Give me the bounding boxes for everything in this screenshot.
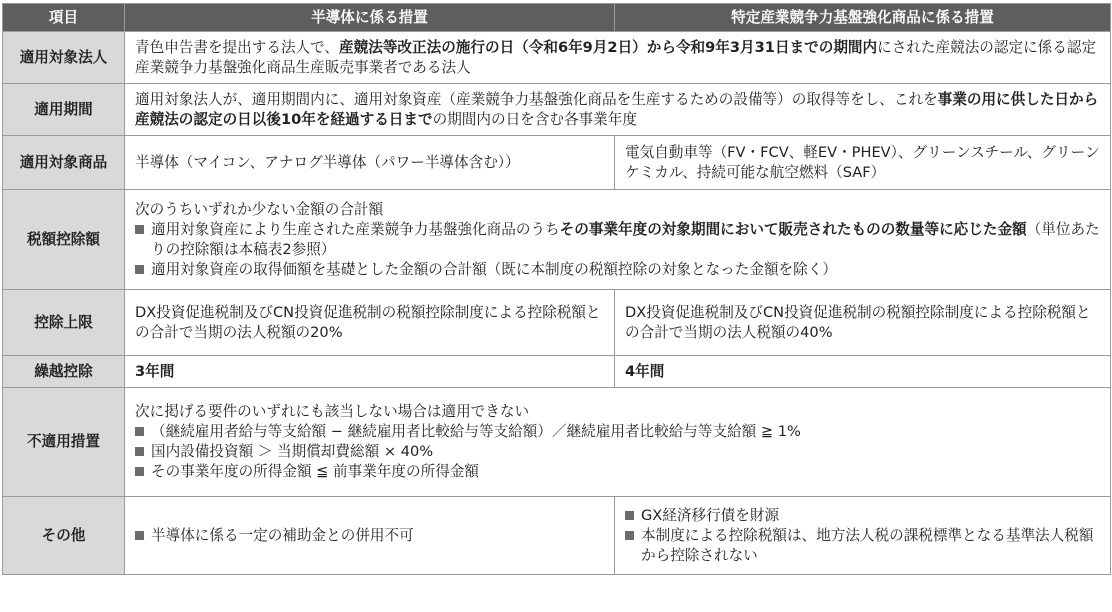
row-label: その他 xyxy=(3,497,125,575)
non-application-content xyxy=(125,388,1111,497)
row-products xyxy=(3,136,1111,190)
header-item: 項目 xyxy=(3,4,125,32)
square-bullet-icon xyxy=(625,531,634,540)
deduction-content xyxy=(125,190,1111,290)
square-bullet-icon xyxy=(135,225,144,234)
deduction-item-1 xyxy=(135,220,1102,260)
row-label: 適用期間 xyxy=(3,84,125,136)
other-semi-item xyxy=(135,526,606,546)
non-application-item-2 xyxy=(135,442,1102,462)
row-carryover xyxy=(3,356,1111,388)
header-specific-products: 特定産業競争力基盤強化商品に係る措置 xyxy=(615,4,1111,32)
header-row xyxy=(3,4,1111,32)
non-application-item-3 xyxy=(135,462,1102,482)
header-semiconductor: 半導体に係る措置 xyxy=(125,4,615,32)
square-bullet-icon xyxy=(625,511,634,520)
row-limit xyxy=(3,290,1111,356)
period-content xyxy=(125,84,1111,136)
square-bullet-icon xyxy=(135,531,144,540)
other-specific-item-1 xyxy=(625,506,1102,526)
non-application-item1-text: （継続雇用者給与等支給額 − 継続雇用者比較給与等支給額）／継続雇用者比較給与等支給額 ≧ 1% xyxy=(151,423,801,440)
row-deduction xyxy=(3,190,1111,290)
deduction-item1-text-c: （単位あたりの控除額は本稿表2参照） xyxy=(151,220,1100,258)
other-specific xyxy=(615,497,1111,575)
square-bullet-icon xyxy=(135,447,144,456)
carryover-semiconductor: 3年間 xyxy=(125,356,615,388)
carryover-specific: 4年間 xyxy=(615,356,1111,388)
deduction-intro: 次のうちいずれか少ない金額の合計額 xyxy=(135,200,384,218)
products-specific: 電気自動車等（FV・FCV、軽EV・PHEV）、グリーンスチール、グリーンケミカル、持続可能な航空燃料（SAF） xyxy=(615,136,1111,190)
deduction-item1-text-a: 適用対象資産により生産された産業競争力基盤強化商品のうち xyxy=(151,220,560,238)
other-specific-item-2 xyxy=(625,526,1102,566)
row-label: 税額控除額 xyxy=(3,190,125,290)
non-application-item3-text: その事業年度の所得金額 ≦ 前事業年度の所得金額 xyxy=(151,463,479,480)
deduction-item1-text-bold: その事業年度の対象期間において販売されたものの数量等に応じた金額 xyxy=(559,220,1027,238)
row-target-entity xyxy=(3,32,1111,84)
non-application-intro: 次に掲げる要件のいずれにも該当しない場合は適用できない xyxy=(135,403,530,420)
limit-specific: DX投資促進税制及びCN投資促進税制の税額控除制度による控除税額との合計で当期の法人税額の40% xyxy=(615,290,1111,356)
products-semiconductor: 半導体（マイコン、アナログ半導体（パワー半導体含む）） xyxy=(125,136,615,190)
period-text-a: 適用対象法人が、適用期間内に、適用対象資産（産業競争力基盤強化商品を生産するための設備等）の取得等をし、これを xyxy=(135,90,938,108)
row-non-application xyxy=(3,388,1111,497)
period-text-c: の期間内の日を含む各事業年度 xyxy=(432,110,637,128)
row-label: 控除上限 xyxy=(3,290,125,356)
other-specific-text-1: GX経済移行債を財源 xyxy=(641,506,780,524)
non-application-item2-text: 国内設備投資額 ＞ 当期償却費総額 × 40% xyxy=(151,443,434,460)
deduction-item-2 xyxy=(135,260,1102,280)
tax-measures-table xyxy=(2,3,1111,575)
row-label: 繰越控除 xyxy=(3,356,125,388)
square-bullet-icon xyxy=(135,467,144,476)
row-label: 適用対象商品 xyxy=(3,136,125,190)
target-entity-text-bold: 産競法等改正法の施行の日（令和6年9月2日）から令和9年3月31日までの期間内 xyxy=(339,38,878,56)
target-entity-text-c: にされた産競法の認定に係る認定産業競争力基盤強化商品生産販売事業者である法人 xyxy=(135,38,1097,76)
other-semiconductor xyxy=(125,497,615,575)
row-label: 不適用措置 xyxy=(3,388,125,497)
row-other xyxy=(3,497,1111,575)
target-entity-text-a: 青色申告書を提出する法人で、 xyxy=(135,38,340,56)
other-specific-text-2: 本制度による控除税額は、地方法人税の課税標準となる基準法人税額から控除されない xyxy=(641,526,1094,564)
row-period xyxy=(3,84,1111,136)
deduction-item2-text: 適用対象資産の取得価額を基礎とした金額の合計額（既に本制度の税額控除の対象となった金額を除く） xyxy=(151,260,837,278)
square-bullet-icon xyxy=(135,265,144,274)
square-bullet-icon xyxy=(135,427,144,436)
non-application-item-1 xyxy=(135,422,1102,442)
limit-semiconductor: DX投資促進税制及びCN投資促進税制の税額控除制度による控除税額との合計で当期の法人税額の20% xyxy=(125,290,615,356)
other-semi-text: 半導体に係る一定の補助金との併用不可 xyxy=(151,526,414,544)
target-entity-content xyxy=(125,32,1111,84)
row-label: 適用対象法人 xyxy=(3,32,125,84)
period-text-bold: 事業の用に供した日から産競法の認定の日以後10年を経過する日まで xyxy=(135,90,1099,128)
